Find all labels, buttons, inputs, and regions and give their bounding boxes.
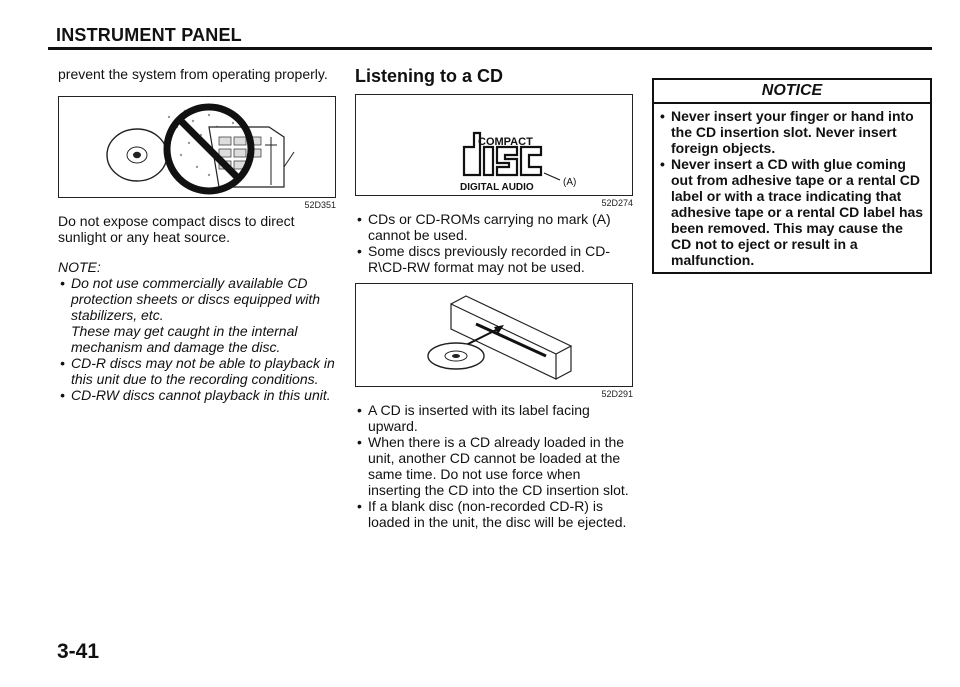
left-column (58, 66, 336, 403)
notice-list (658, 108, 924, 268)
logo-compact-text: COMPACT (478, 136, 533, 148)
cd-insert-list (355, 402, 633, 530)
section-title-listening: Listening to a CD (355, 66, 503, 86)
middle-column (355, 66, 633, 530)
figure-no-sun-heat (58, 96, 336, 198)
note-item: • CD-RW discs cannot playback in this unit. (58, 387, 336, 403)
notice-body (654, 104, 930, 272)
intro-text: prevent the system from operating properly. (58, 66, 328, 82)
figure3-label: 52D291 (601, 389, 633, 399)
notice-box (652, 78, 932, 274)
list-item: • Some discs previously recorded in CD-R\CD-RW format may not be used. (355, 243, 633, 275)
note-item (58, 275, 336, 355)
list-item: • A CD is inserted with its label facing upward. (355, 402, 633, 434)
cd-mark-list (355, 211, 633, 275)
page-header-title: INSTRUMENT PANEL (56, 25, 242, 45)
note-item-extra: These may get caught in the internal mechanism and damage the disc. (71, 323, 298, 355)
list-item: • If a blank disc (non-recorded CD-R) is loaded in the unit, the disc will be ejected. (355, 498, 633, 530)
cd-insertion-illustration-icon (356, 284, 632, 386)
figure1-label: 52D351 (304, 200, 336, 210)
note-title: NOTE: (58, 259, 101, 275)
figure2-label: 52D274 (601, 198, 633, 208)
list-item: • CDs or CD-ROMs carrying no mark (A) cannot be used. (355, 211, 633, 243)
logo-callout-a: (A) (563, 177, 577, 188)
sun-heat-warning: Do not expose compact discs to direct sunlight or any heat source. (58, 213, 295, 245)
no-sun-heat-illustration-icon (59, 97, 335, 197)
notice-item: • Never insert a CD with glue coming out from adhesive tape or a rental CD label or with a trace indicating that adhesive tape or a rental CD label has been removed. This may cause the CD not to eject or result in a malfunction. (658, 156, 924, 268)
note-item: • CD-R discs may not be able to playback in this unit due to the recording conditions. (58, 355, 336, 387)
page-number: 3-41 (57, 640, 100, 663)
figure-cd-logo (355, 94, 633, 196)
note-item-text: Do not use commercially available CD protection sheets or discs equipped with stabilizers, etc. (71, 275, 321, 323)
list-item: • When there is a CD already loaded in the unit, another CD cannot be loaded at the same time. Do not use force when inserting the CD into the CD insertion slot. (355, 434, 633, 498)
notice-title: NOTICE (654, 80, 930, 104)
figure-cd-insertion (355, 283, 633, 387)
header-rule (48, 47, 932, 50)
note-list (58, 275, 336, 403)
notice-item: • Never insert your finger or hand into the CD insertion slot. Never insert foreign objects. (658, 108, 924, 156)
logo-digital-audio-text: DIGITAL AUDIO (460, 182, 534, 193)
right-column (652, 78, 930, 274)
compact-disc-logo-icon (356, 95, 632, 195)
